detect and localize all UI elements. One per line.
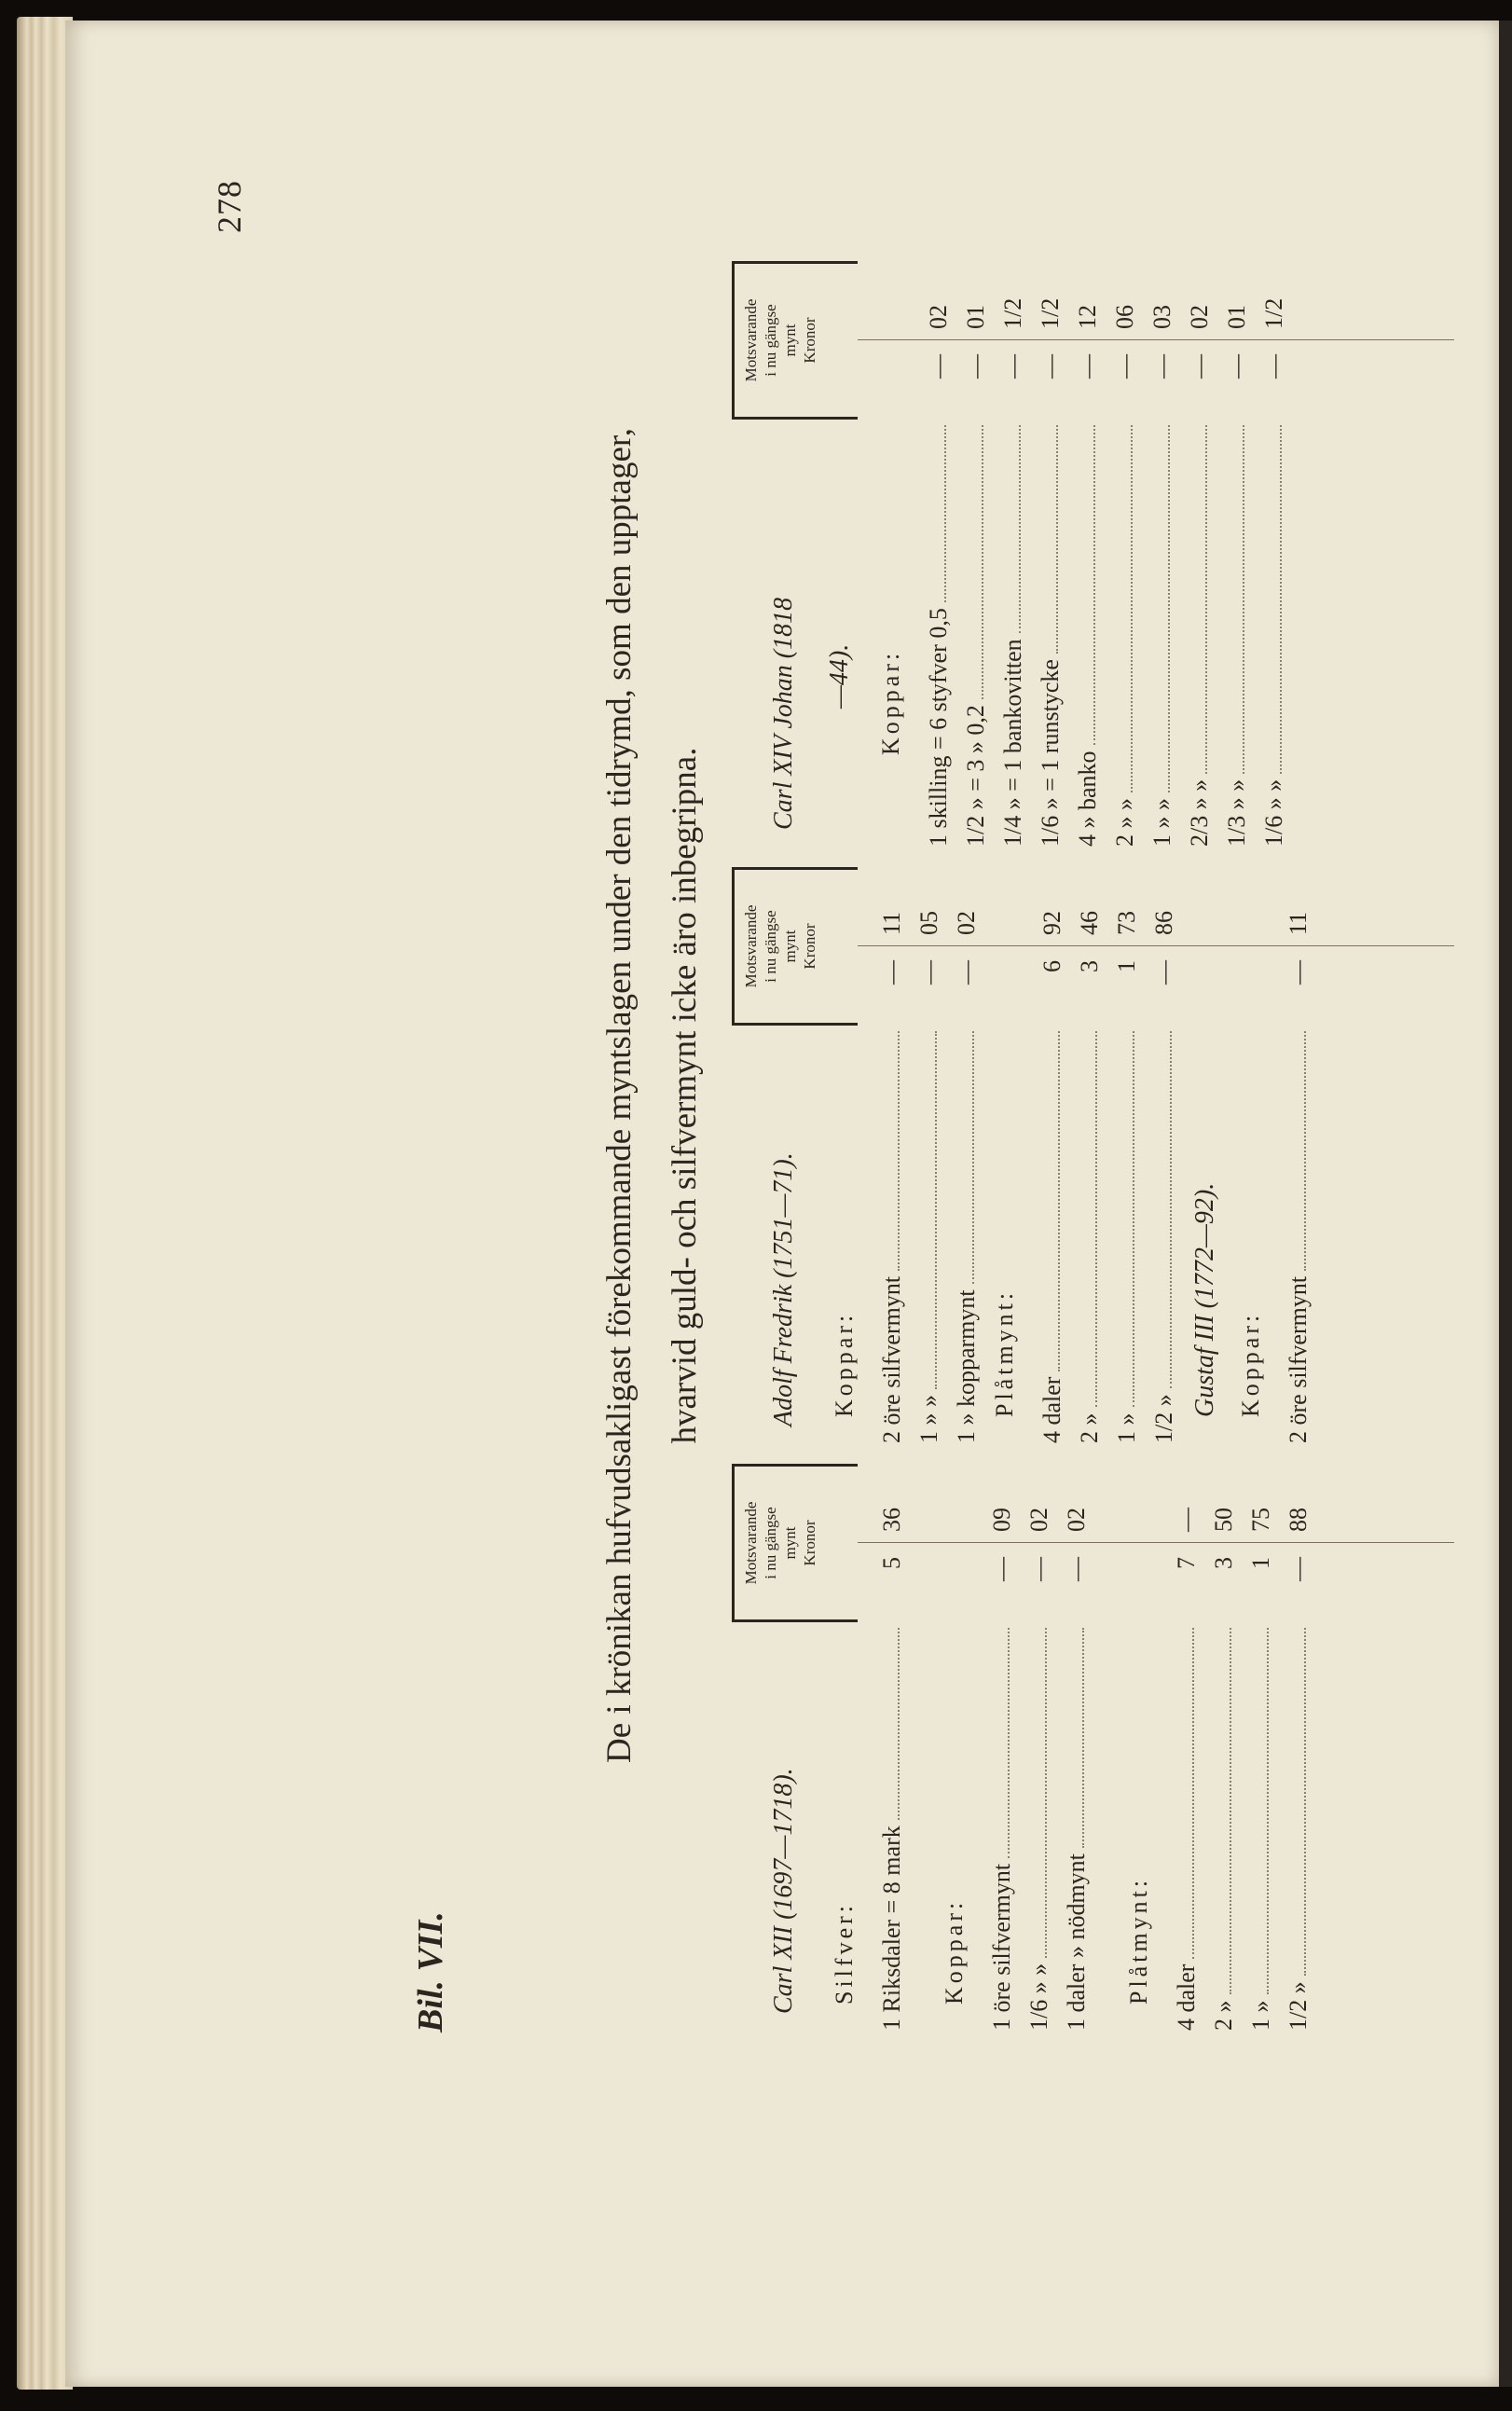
row-label: 1 öre silfvermynt	[988, 1863, 1015, 2031]
ore-value: 01	[1223, 305, 1250, 329]
row-label: 1 »	[1247, 2000, 1274, 2031]
row-label: 2 » »	[1111, 798, 1138, 847]
row-label: 2 »	[1210, 2000, 1237, 2031]
header-line: mynt	[781, 1526, 799, 1560]
ore-value: 01	[962, 305, 989, 329]
ore-value: —	[1173, 1508, 1200, 1532]
ore-value: 12	[1074, 305, 1101, 329]
value-column-header	[732, 867, 858, 1026]
leader-dots	[1045, 1628, 1047, 1958]
leader-dots	[1133, 1031, 1134, 1407]
kronor-value: 5	[878, 1557, 905, 1569]
leader-dots	[1170, 1031, 1172, 1388]
kronor-value: —	[1150, 960, 1177, 985]
ore-value: 02	[1186, 305, 1213, 329]
leader-dots	[1056, 425, 1058, 654]
ore-value: 03	[1148, 305, 1175, 329]
row-label: 1/6 » »	[1260, 778, 1287, 847]
section-label: Koppar:	[831, 1311, 858, 1417]
table-row	[1034, 867, 1071, 1454]
ore-value: 1/2	[1037, 297, 1064, 329]
header-line: Motsvarande	[742, 298, 760, 382]
book-page	[65, 21, 1499, 2387]
header-line: i nu gängse	[762, 304, 779, 377]
ore-value: 02	[953, 911, 980, 935]
header-line: Kronor	[801, 317, 818, 364]
ore-value: 88	[1285, 1508, 1312, 1532]
rotated-page-content	[65, 21, 1499, 2387]
ore-value: 02	[925, 305, 952, 329]
ore-value: 50	[1210, 1508, 1237, 1532]
leader-dots	[1304, 1031, 1306, 1271]
header-line: mynt	[781, 930, 799, 963]
row-label: 1/2 »	[1285, 1981, 1312, 2031]
header-line: Kronor	[801, 1520, 818, 1566]
leader-dots	[1131, 425, 1133, 792]
kronor-value: —	[915, 960, 942, 985]
kronor-value: —	[1025, 1557, 1052, 1581]
kronor-value: —	[1148, 354, 1175, 379]
leader-dots	[972, 1031, 974, 1284]
leader-dots	[935, 1031, 937, 1389]
ore-value: 73	[1113, 911, 1140, 935]
page-number: 278	[211, 180, 248, 233]
ore-value: 09	[988, 1508, 1015, 1532]
kronor-value: —	[925, 354, 952, 379]
column-title: Carl XII (1697—1718).	[769, 1768, 798, 2014]
value-column-header	[732, 1464, 858, 1622]
section-label: Plåtmynt:	[1125, 1876, 1152, 2005]
leader-dots	[1168, 425, 1170, 792]
leader-dots	[1082, 1628, 1084, 1848]
kronor-value: —	[962, 354, 989, 379]
leader-dots	[1008, 1628, 1010, 1858]
header-line: Motsvarande	[742, 1501, 760, 1585]
kronor-value: —	[1285, 960, 1312, 985]
row-label: 1/6 » »	[1025, 1963, 1052, 2031]
row-label: 2 öre silfvermynt	[878, 1275, 905, 1443]
row-label: 1/6 » = 1 runstycke	[1037, 659, 1064, 847]
value-column-header	[732, 261, 858, 420]
row-label: 2 »	[1076, 1412, 1103, 1443]
kronor-value: 7	[1173, 1557, 1200, 1569]
section-label: Koppar:	[941, 1898, 968, 2005]
row-label: 1/4 » = 1 bankovitten	[999, 639, 1026, 847]
intro-line: hvarvid guld- och silfvermynt icke äro inbegripna.	[666, 747, 704, 1444]
kronor-value: 1	[1247, 1557, 1274, 1569]
section-label: Koppar:	[877, 649, 904, 755]
column-title-continued: —44).	[825, 643, 854, 709]
ore-value: 1/2	[999, 297, 1026, 329]
table-row	[1144, 261, 1181, 858]
table-row	[1243, 1464, 1280, 2042]
table-row	[1280, 867, 1317, 1454]
row-label: 4 » banko	[1074, 751, 1101, 847]
coin-table-carl-xii	[732, 1464, 1496, 2042]
kronor-value: —	[1285, 1557, 1312, 1581]
kronor-value: —	[1111, 354, 1138, 379]
leader-dots	[1267, 1628, 1269, 1994]
table-row	[1058, 1464, 1095, 2042]
column-title: Carl XIV Johan (1818	[769, 597, 798, 830]
leader-dots	[982, 425, 983, 699]
kronor-value: —	[953, 960, 980, 985]
leader-dots	[1205, 425, 1207, 774]
table-row	[1280, 1464, 1317, 2042]
leader-dots	[1304, 1628, 1306, 1976]
book-page-edges	[17, 17, 73, 2390]
table-row	[983, 1464, 1021, 2042]
ore-value: 75	[1247, 1508, 1274, 1532]
row-label: 1 » kopparmynt	[953, 1289, 980, 1443]
kronor-value: 3	[1076, 960, 1103, 972]
table-row	[1168, 1464, 1205, 2042]
row-label: 4 daler	[1173, 1963, 1200, 2031]
leader-dots	[1280, 425, 1282, 774]
table-row	[1071, 867, 1108, 1454]
table-row	[1256, 261, 1293, 858]
kronor-value: 1	[1113, 960, 1140, 972]
table-row	[1146, 867, 1183, 1454]
row-label: 1/3 » »	[1223, 778, 1250, 847]
intro-paragraph	[587, 145, 718, 2046]
coin-table-adolf-fredrik	[732, 867, 1496, 1454]
kronor-value: —	[999, 354, 1026, 379]
header-line: i nu gängse	[762, 910, 779, 983]
kronor-value: —	[1186, 354, 1213, 379]
row-label: 1 Riksdaler = 8 mark	[878, 1825, 905, 2031]
section-label: Silfver:	[831, 1902, 858, 2005]
ore-value: 86	[1150, 911, 1177, 935]
table-row	[1032, 261, 1069, 858]
leader-dots	[1093, 425, 1095, 745]
ore-value: 1/2	[1260, 297, 1287, 329]
kronor-value: —	[1037, 354, 1064, 379]
row-label: 1 skilling = 6 styfver 0,5	[925, 608, 952, 847]
kronor-value: —	[988, 1557, 1015, 1581]
ore-value: 92	[1038, 911, 1065, 935]
row-label: 1/2 »	[1150, 1394, 1177, 1443]
table-row	[920, 261, 957, 858]
leader-dots	[1243, 425, 1244, 774]
row-label: 2/3 » »	[1186, 778, 1213, 847]
row-label: 1/2 » = 3 » 0,2	[962, 705, 989, 847]
row-label: 1 » »	[915, 1395, 942, 1443]
kronor-value: —	[878, 960, 905, 985]
kronor-value: —	[1260, 354, 1287, 379]
header-line: Motsvarande	[742, 904, 760, 988]
row-label: 2 öre silfvermynt	[1285, 1275, 1312, 1443]
ore-value: 11	[878, 911, 905, 935]
column-rule	[858, 1542, 1454, 1543]
kronor-value: 6	[1038, 960, 1065, 972]
leader-dots	[1058, 1031, 1060, 1371]
row-label: 1 »	[1113, 1412, 1140, 1443]
column-title: Adolf Fredrik (1751—71).	[769, 1152, 798, 1426]
coin-table-carl-xiv-johan	[732, 261, 1496, 858]
leader-dots	[1019, 425, 1021, 633]
header-line: i nu gängse	[762, 1507, 779, 1579]
table-row	[1181, 261, 1218, 858]
table-row	[948, 867, 985, 1454]
header-line: Kronor	[801, 923, 818, 970]
kronor-value: —	[1063, 1557, 1090, 1581]
appendix-heading: Bil. VII.	[411, 1911, 450, 2032]
ore-value: 46	[1076, 911, 1103, 935]
table-row	[1069, 261, 1107, 858]
table-row	[873, 867, 911, 1454]
table-row	[911, 867, 948, 1454]
ore-value: 06	[1111, 305, 1138, 329]
section-label: Koppar:	[1237, 1311, 1264, 1417]
ore-value: 11	[1285, 911, 1312, 935]
ore-value: 05	[915, 911, 942, 935]
kronor-value: —	[1223, 354, 1250, 379]
row-label: 1 » »	[1148, 798, 1175, 847]
header-line: mynt	[781, 324, 799, 357]
kronor-value: 3	[1210, 1557, 1237, 1569]
leader-dots	[1192, 1628, 1194, 1959]
ore-value: 02	[1063, 1508, 1090, 1532]
ore-value: 02	[1025, 1508, 1052, 1532]
book-spine	[1499, 21, 1512, 2387]
leader-dots	[944, 425, 946, 602]
table-row	[1205, 1464, 1243, 2042]
leader-dots	[898, 1031, 900, 1271]
row-label: 1 daler » nödmynt	[1063, 1853, 1090, 2031]
table-row	[1108, 867, 1146, 1454]
ore-value: 36	[878, 1508, 905, 1532]
row-label: 4 daler	[1038, 1376, 1065, 1443]
section-label: Plåtmynt:	[991, 1288, 1018, 1417]
table-row	[957, 261, 995, 858]
table-row	[1107, 261, 1144, 858]
leader-dots	[1095, 1031, 1097, 1407]
table-row	[1021, 1464, 1058, 2042]
table-row	[873, 1464, 911, 2042]
leader-dots	[1230, 1628, 1231, 1994]
kronor-value: —	[1074, 354, 1101, 379]
table-row	[995, 261, 1032, 858]
leader-dots	[898, 1628, 900, 1820]
section-subtitle: Gustaf III (1772—92).	[1190, 1182, 1219, 1417]
intro-line: De i krönikan hufvudsakligast förekommande myntslagen under den tidrymd, som den upptager,	[600, 428, 639, 1763]
table-row	[1218, 261, 1256, 858]
